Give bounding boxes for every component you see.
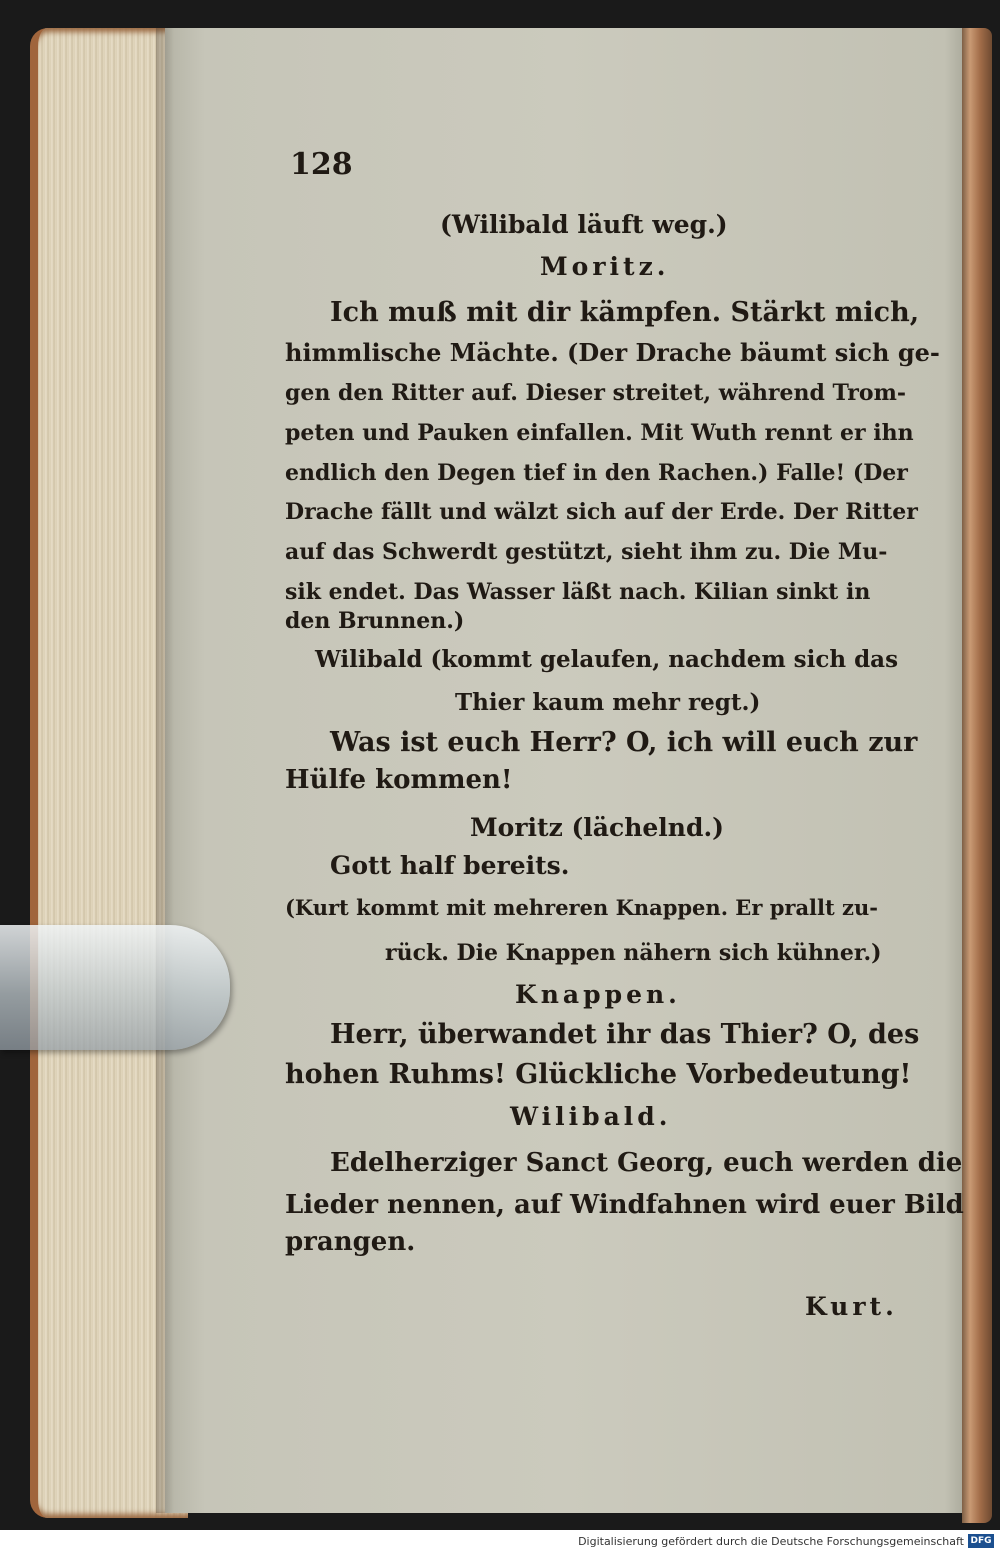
- speaker-line: Moritz (lächelnd.): [470, 813, 724, 842]
- stage-direction: Thier kaum mehr regt.): [455, 689, 761, 716]
- stage-direction: (Wilibald läuft weg.): [440, 210, 728, 239]
- speaker-name: Knappen.: [515, 980, 681, 1009]
- text-line: himmlische Mächte. (Der Drache bäumt sich ge-: [285, 338, 940, 367]
- text-line: hohen Ruhms! Glückliche Vorbedeutung!: [285, 1059, 912, 1090]
- text-line: endlich den Degen tief in den Rachen.) Falle! (Der: [285, 460, 908, 486]
- text-line: auf das Schwerdt gestützt, sieht ihm zu. Die Mu-: [285, 539, 888, 565]
- text-line: gen den Ritter auf. Dieser streitet, während Trom-: [285, 380, 906, 406]
- speaker-name: Moritz.: [540, 252, 670, 281]
- text-line: Hülfe kommen!: [285, 765, 513, 795]
- text-line: Lieder nennen, auf Windfahnen wird euer Bild: [285, 1190, 964, 1220]
- text-line: prangen.: [285, 1227, 416, 1257]
- text-line: Herr, überwandet ihr das Thier? O, des: [330, 1019, 920, 1050]
- stage-direction: (Kurt kommt mit mehreren Knappen. Er prallt zu-: [285, 895, 878, 920]
- digitization-credit: Digitalisierung gefördert durch die Deutsche Forschungsgemeinschaft: [578, 1535, 964, 1548]
- text-line: den Brunnen.): [285, 608, 465, 634]
- catchword: Kurt.: [805, 1292, 898, 1321]
- book-cover-edge: [962, 28, 992, 1523]
- text-line: Ich muß mit dir kämpfen. Stärkt mich,: [330, 297, 920, 328]
- page-gutter-shadow: [156, 28, 174, 1513]
- text-line: Gott half bereits.: [330, 851, 570, 880]
- dfg-logo: DFG: [968, 1534, 994, 1548]
- stage-direction: rück. Die Knappen nähern sich kühner.): [385, 940, 882, 966]
- text-line: peten und Pauken einfallen. Mit Wuth rennt er ihn: [285, 420, 914, 446]
- glass-bookmark: [0, 925, 230, 1050]
- speaker-line: Wilibald (kommt gelaufen, nachdem sich das: [315, 646, 899, 673]
- text-line: Edelherziger Sanct Georg, euch werden die: [330, 1148, 963, 1178]
- text-line: sik endet. Das Wasser läßt nach. Kilian sinkt in: [285, 579, 871, 605]
- page-number: 128: [290, 147, 353, 182]
- speaker-name: Wilibald.: [510, 1102, 672, 1131]
- text-line: Was ist euch Herr? O, ich will euch zur: [330, 727, 918, 758]
- text-line: Drache fällt und wälzt sich auf der Erde. Der Ritter: [285, 499, 918, 525]
